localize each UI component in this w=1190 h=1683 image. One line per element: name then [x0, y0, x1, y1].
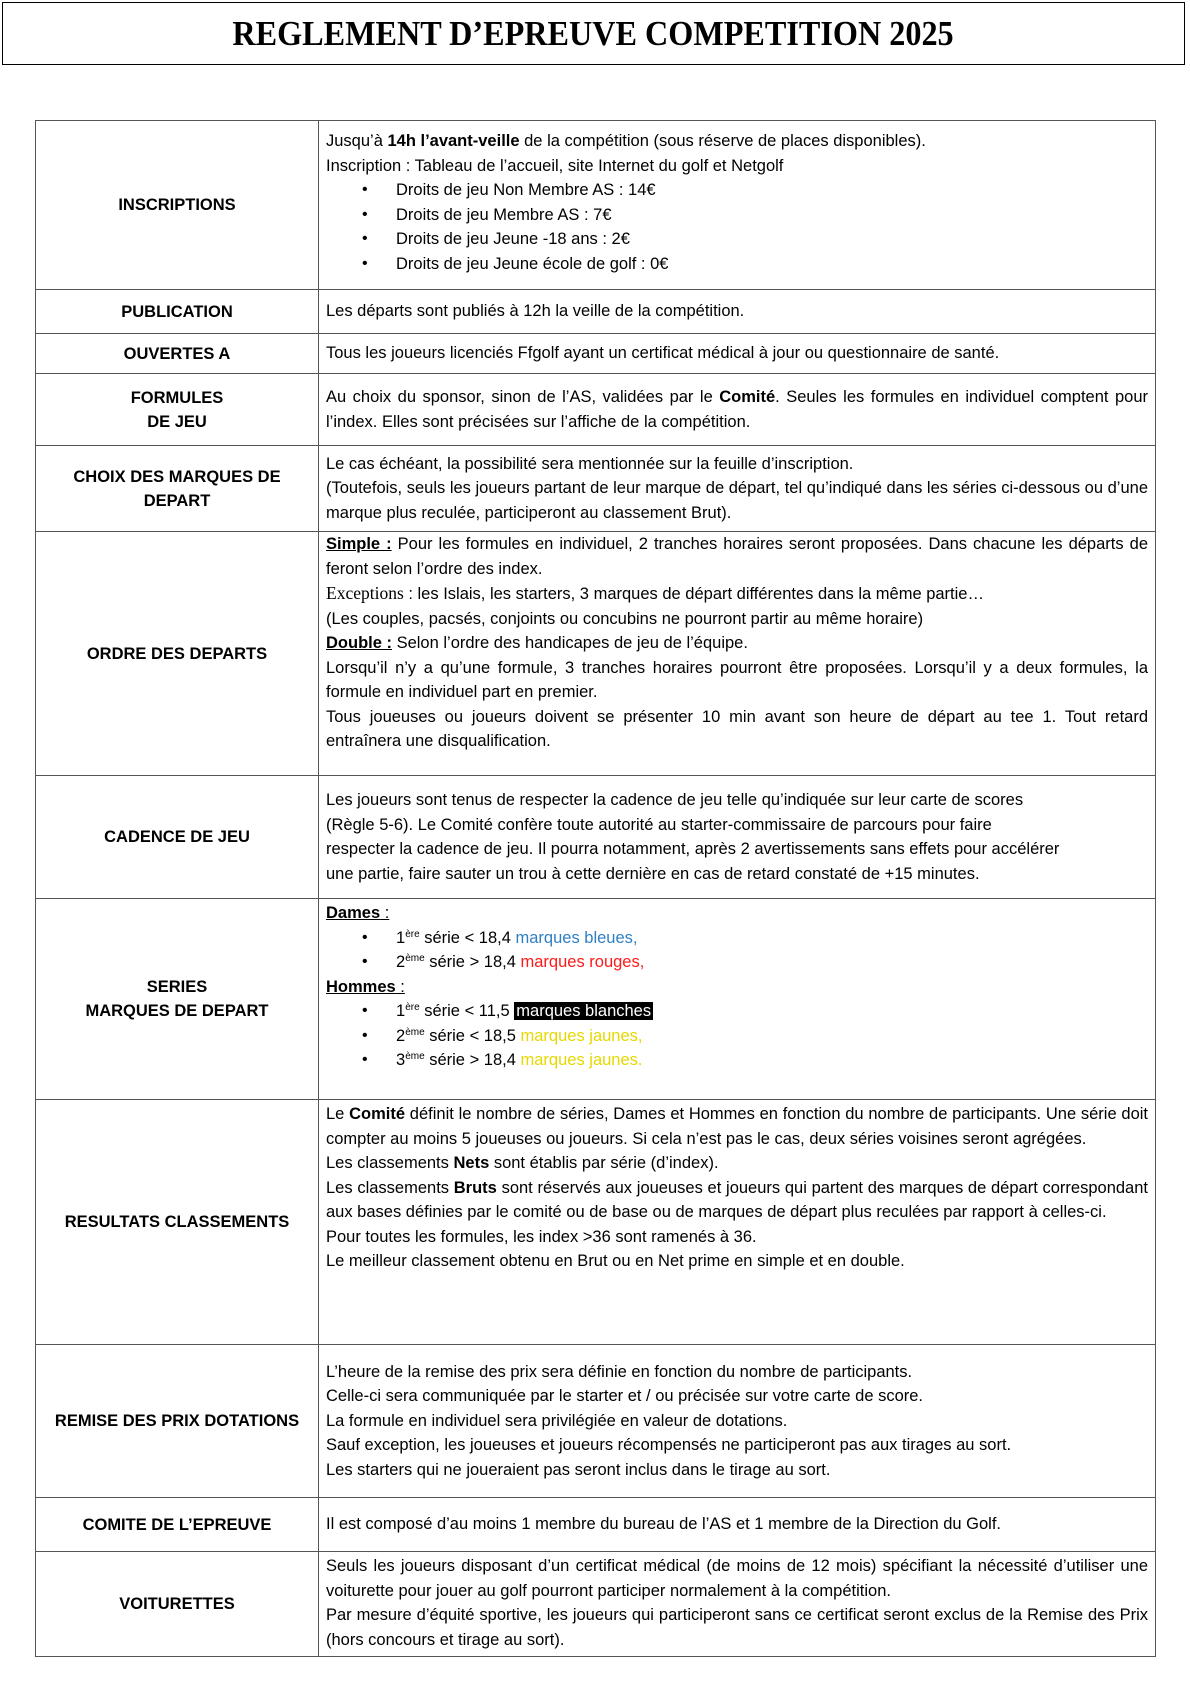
publication-text: Les départs sont publiés à 12h la veille de la compétition. [326, 302, 745, 321]
document-title: REGLEMENT D’EPREUVE COMPETITION 2025 [232, 13, 955, 53]
row-label [36, 374, 319, 446]
table-row-series [36, 899, 1156, 1100]
text: Les classements [326, 1154, 454, 1172]
marque-jaune: marques jaunes. [520, 1051, 643, 1069]
text: Le [326, 1105, 350, 1123]
hommes-heading [326, 975, 1148, 1000]
row-content [319, 776, 1156, 899]
row-label [36, 334, 319, 374]
exceptions-line [326, 581, 1148, 607]
text: Par mesure d’équité sportive, les joueurs qui participeront sans ce certificat seront exclus de la Remise des Prix (hors concours et tirage au sort). [326, 1606, 1148, 1649]
row-label [36, 776, 319, 899]
nets-paragraph [326, 1151, 1148, 1176]
table-row-publication [36, 290, 1156, 334]
text: Lorsqu’il n’y a qu’une formule, 3 tranches horaires pourront être proposées. Lorsqu’il y a deux formules, la formule en individuel part en premier. [326, 658, 1148, 701]
text: sont réservés aux joueuses et joueurs qui partent des marques de départ correspondant aux bases définies par le comité ou de base ou de marques de départ plus reculées par rapport à celles-ci. [326, 1178, 1148, 1221]
table-row-ouvertes [36, 334, 1156, 374]
num: 2 [396, 1026, 406, 1045]
table-row-cadence [36, 776, 1156, 899]
text: Selon l’ordre des handicapes de jeu de l’équipe. [392, 634, 748, 652]
list-item [326, 926, 1148, 951]
inscriptions-deadline [326, 129, 1148, 154]
num: 3 [396, 1051, 406, 1069]
list-item: • Droits de jeu Membre AS : 7€ [326, 203, 1148, 228]
label-text: PUBLICATION [121, 302, 233, 321]
table-row-inscriptions [36, 121, 1156, 290]
num: 2 [396, 953, 406, 971]
ordinal: ère [405, 1002, 420, 1013]
row-content [319, 1498, 1156, 1552]
text: Sauf exception, les joueuses et joueurs récompensés ne participeront pas aux tirages au sort. [326, 1436, 1012, 1455]
list-item [326, 950, 1148, 975]
colon: : [380, 904, 390, 922]
title-box [2, 2, 1185, 65]
nets-bold: Nets [453, 1154, 490, 1172]
hommes-label: Hommes [326, 977, 396, 996]
text: Jusqu’à [326, 132, 388, 150]
text: Les classements [326, 1178, 454, 1197]
text: série < 18,4 [419, 928, 516, 947]
label-text: OUVERTES A [123, 344, 231, 363]
num: 1 [396, 928, 406, 947]
dames-heading [326, 901, 1148, 926]
label-text: CHOIX DES MARQUES DE [73, 467, 281, 486]
row-label [36, 1552, 319, 1657]
comite-bold: Comité [349, 1105, 406, 1123]
row-content [319, 1100, 1156, 1345]
label-text: SERIES [146, 978, 208, 996]
list-item: • Droits de jeu Non Membre AS : 14€ [326, 178, 1148, 203]
ordinal: ème [405, 1026, 425, 1038]
fees-list [326, 178, 1148, 276]
ordinal: ème [405, 953, 425, 964]
row-label [36, 899, 319, 1100]
text: L’heure de la remise des prix sera définie en fonction du nombre de participants. [326, 1362, 913, 1381]
row-label [36, 446, 319, 532]
list-item [326, 999, 1148, 1024]
double-paragraph [326, 631, 1148, 656]
comite-bold: Comité [719, 388, 776, 406]
text: Pour toutes les formules, les index >36 sont ramenés à 36. [326, 1227, 757, 1246]
table-row-formules [36, 374, 1156, 446]
table-row-ordre-departs [36, 532, 1156, 776]
label-text: DEPART [143, 491, 211, 510]
row-label [36, 290, 319, 334]
inscriptions-channels: Inscription : Tableau de l’accueil, site Internet du golf et Netgolf [326, 156, 784, 175]
label-text: RESULTATS CLASSEMENTS [64, 1213, 290, 1231]
list-item [326, 1024, 1148, 1049]
text: série < 18,5 [424, 1026, 521, 1045]
text: Au choix du sponsor, sinon de l’AS, validées par le [326, 388, 720, 406]
colon: : [395, 977, 405, 996]
dames-series-list [326, 926, 1148, 975]
text: série > 18,4 [424, 953, 521, 971]
table-row-comite [36, 1498, 1156, 1552]
label-text: INSCRIPTIONS [118, 196, 236, 214]
text: Le cas échéant, la possibilité sera mentionnée sur la feuille d’inscription. [326, 454, 854, 473]
text: . Seules les formules en individuel comptent pour l’index. Elles sont précisées sur l’affiche de la compétition. [326, 388, 1148, 431]
text: (Toutefois, seuls les joueurs partant de leur marque de départ, tel qu’indiqué dans les séries ci-dessous ou d’une marque plus reculée, participeront au classement Brut). [326, 479, 1148, 522]
row-content [319, 899, 1156, 1100]
simple-paragraph [326, 532, 1148, 581]
list-item: • Droits de jeu Jeune -18 ans : 2€ [326, 227, 1148, 252]
bruts-bold: Bruts [453, 1178, 497, 1197]
label-text: VOITURETTES [119, 1595, 235, 1613]
row-label [36, 121, 319, 290]
bruts-paragraph [326, 1176, 1148, 1225]
text: définit le nombre de séries, Dames et Hommes en fonction du nombre de participants. Une série doit compter au moins 5 joueuses ou joueurs. Si cela n’est pas le cas, deux séries voisines seront agrégées. [326, 1105, 1149, 1148]
text: Le meilleur classement obtenu en Brut ou en Net prime en simple et en double. [326, 1252, 905, 1270]
text: de la compétition (sous réserve de places disponibles). [519, 132, 926, 150]
ordinal: ère [405, 928, 420, 940]
label-text: CADENCE DE JEU [104, 828, 250, 846]
marque-rouge: marques rouges, [520, 953, 645, 971]
text: : les Islais, les starters, 3 marques de départ différentes dans la même partie… [403, 585, 984, 603]
rules-table [35, 120, 1156, 1657]
text: Les joueurs sont tenus de respecter la cadence de jeu telle qu’indiquée sur leur carte de scores [326, 791, 1024, 809]
row-content [319, 121, 1156, 290]
row-label [36, 1345, 319, 1498]
label-text: DE JEU [147, 412, 207, 431]
text: Celle-ci sera communiquée par le starter et / ou précisée sur votre carte de score. [326, 1387, 924, 1406]
text: (Règle 5-6). Le Comité confère toute autorité au starter-commissaire de parcours pour faire [326, 815, 992, 834]
simple-label: Simple : [326, 535, 392, 553]
row-content [319, 1552, 1156, 1657]
text: série > 18,4 [424, 1051, 521, 1069]
text: respecter la cadence de jeu. Il pourra notamment, après 2 avertissements sans effets pour accélérer [326, 840, 1060, 858]
label-text: REMISE DES PRIX DOTATIONS [54, 1412, 300, 1430]
marque-bleue: marques bleues, [515, 928, 638, 947]
dames-label: Dames [326, 904, 381, 922]
num: 1 [396, 1002, 406, 1020]
text: série < 11,5 [419, 1002, 515, 1020]
row-label [36, 532, 319, 776]
row-label [36, 1498, 319, 1552]
row-content [319, 374, 1156, 446]
comite-text: Il est composé d’au moins 1 membre du bureau de l’AS et 1 membre de la Direction du Golf. [326, 1515, 1002, 1534]
row-content [319, 290, 1156, 334]
table-row-resultats [36, 1100, 1156, 1345]
deadline-bold: 14h l’avant-veille [387, 132, 520, 150]
list-item: • Droits de jeu Jeune école de golf : 0€ [326, 252, 1148, 277]
row-label [36, 1100, 319, 1345]
row-content [319, 446, 1156, 532]
row-content [319, 1345, 1156, 1498]
label-text: COMITE DE L’EPREUVE [82, 1515, 272, 1534]
text: Les starters qui ne joueraient pas seront inclus dans le tirage au sort. [326, 1460, 831, 1479]
marque-jaune: marques jaunes, [520, 1026, 643, 1045]
double-label: Double : [326, 634, 392, 652]
couples-line: (Les couples, pacsés, conjoints ou concubins ne pourront partir au même horaire) [326, 609, 924, 628]
text: une partie, faire sauter un trou à cette dernière en cas de retard constaté de +15 minutes. [326, 864, 980, 883]
label-text: MARQUES DE DEPART [85, 1002, 269, 1020]
text: Tous joueuses ou joueurs doivent se présenter 10 min avant son heure de départ au tee 1. Tout retard entraînera une disqualification. [326, 707, 1148, 750]
ordinal: ème [405, 1051, 425, 1062]
marque-blanche: marques blanches [516, 1002, 652, 1020]
table-row-voiturettes [36, 1552, 1156, 1657]
row-content [319, 334, 1156, 374]
list-item [326, 1048, 1148, 1073]
comite-paragraph [326, 1102, 1148, 1151]
hommes-series-list [326, 999, 1148, 1073]
text: sont établis par série (d’index). [489, 1154, 719, 1172]
label-text: FORMULES [130, 388, 224, 407]
text: La formule en individuel sera privilégiée en valeur de dotations. [326, 1411, 788, 1430]
table-row-remise [36, 1345, 1156, 1498]
table-row-choix-marques [36, 446, 1156, 532]
label-text: ORDRE DES DEPARTS [86, 644, 268, 663]
ouvertes-text: Tous les joueurs licenciés Ffgolf ayant un certificat médical à jour ou questionnaire de santé. [326, 344, 1000, 363]
text: Seuls les joueurs disposant d’un certificat médical (de moins de 12 mois) spécifiant la nécessité d’utiliser une voiturette pour jouer au golf pourront participer normalement à la compétition. [326, 1557, 1148, 1600]
exceptions-word: Exceptions [326, 583, 404, 603]
row-content [319, 532, 1156, 776]
text: Pour les formules en individuel, 2 tranches horaires seront proposées. Dans chacune les départs de feront selon l’ordre des index. [326, 535, 1148, 578]
